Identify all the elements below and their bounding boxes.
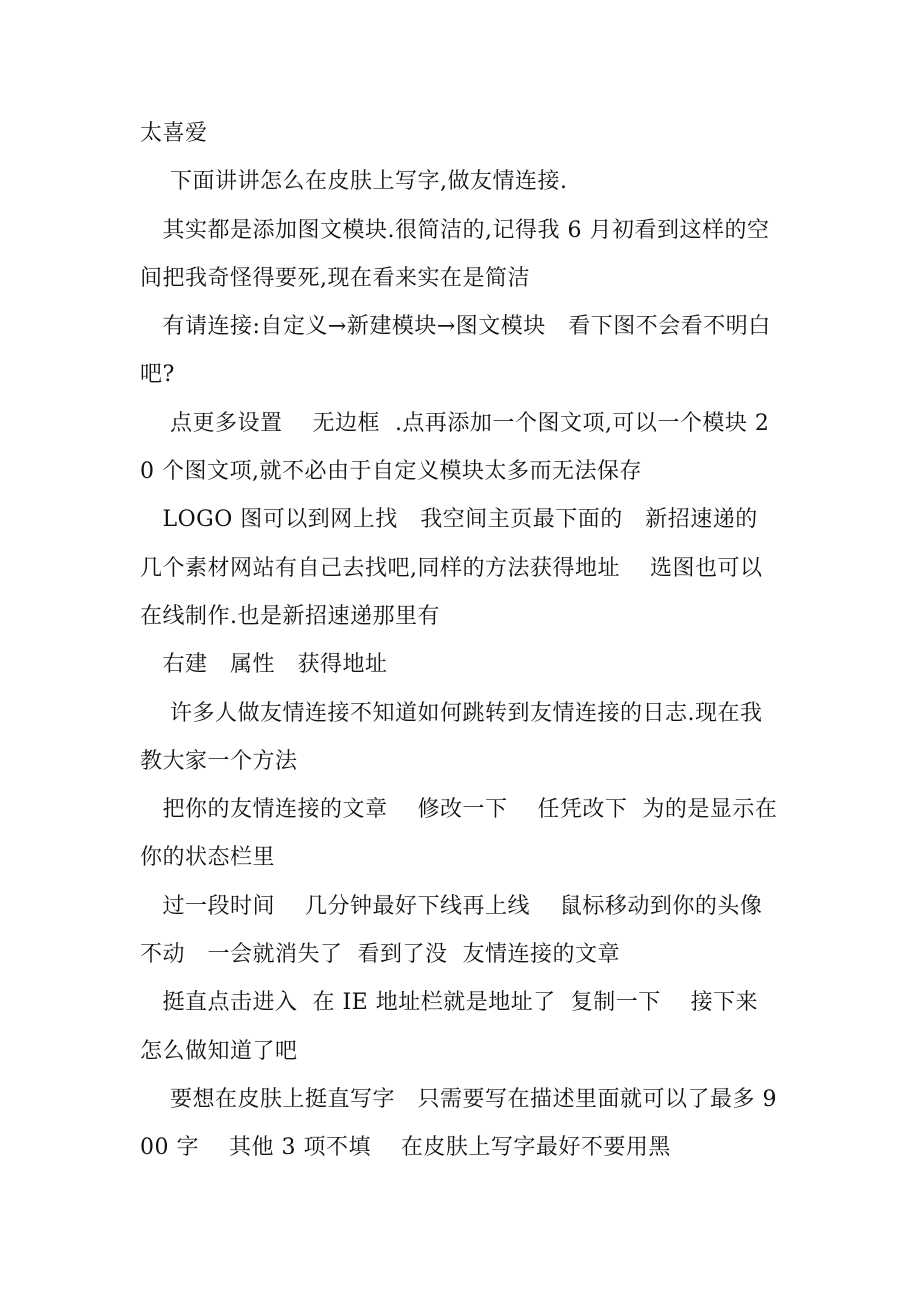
paragraph: 太喜爱 — [140, 121, 208, 146]
paragraph: 把你的友情连接的文章 修改一下 任凭改下 为的是显示在你的状态栏里 — [140, 797, 778, 871]
paragraph: LOGO 图可以到网上找 我空间主页最下面的 新招速递的几个素材网站有自己去找吧,同样的方法获得地址 选图也可以在线制作.也是新招速递那里有 — [140, 507, 763, 629]
paragraph: 许多人做友情连接不知道如何跳转到友情连接的日志.现在我教大家一个方法 — [140, 700, 763, 774]
paragraph: 挺直点击进入 在 IE 地址栏就是地址了 复制一下 接下来怎么做知道了吧 — [140, 990, 759, 1064]
paragraph: 右建 属性 获得地址 — [140, 652, 388, 678]
paragraph: 要想在皮肤上挺直写字 只需要写在描述里面就可以了最多 900 字 其他 3 项不填 在皮肤上写字最好不要用黑 — [140, 1086, 777, 1161]
paragraph: 下面讲讲怎么在皮肤上写字,做友情连接. — [140, 169, 568, 195]
paragraph: 点更多设置 无边框 .点再添加一个图文项,可以一个模块 20 个图文项,就不必由于自定义模块太多而无法保存 — [140, 410, 770, 485]
paragraph: 其实都是添加图文模块.很简洁的,记得我 6 月初看到这样的空间把我奇怪得要死,现在看来实在是简洁 — [140, 217, 770, 291]
paragraph: 过一段时间 几分钟最好下线再上线 鼠标移动到你的头像不动 一会就消失了 看到了没 友情连接的文章 — [140, 893, 763, 968]
paragraph: 有请连接:自定义→新建模块→图文模块 看下图不会看不明白吧? — [140, 314, 771, 388]
document-body — [140, 110, 780, 1173]
